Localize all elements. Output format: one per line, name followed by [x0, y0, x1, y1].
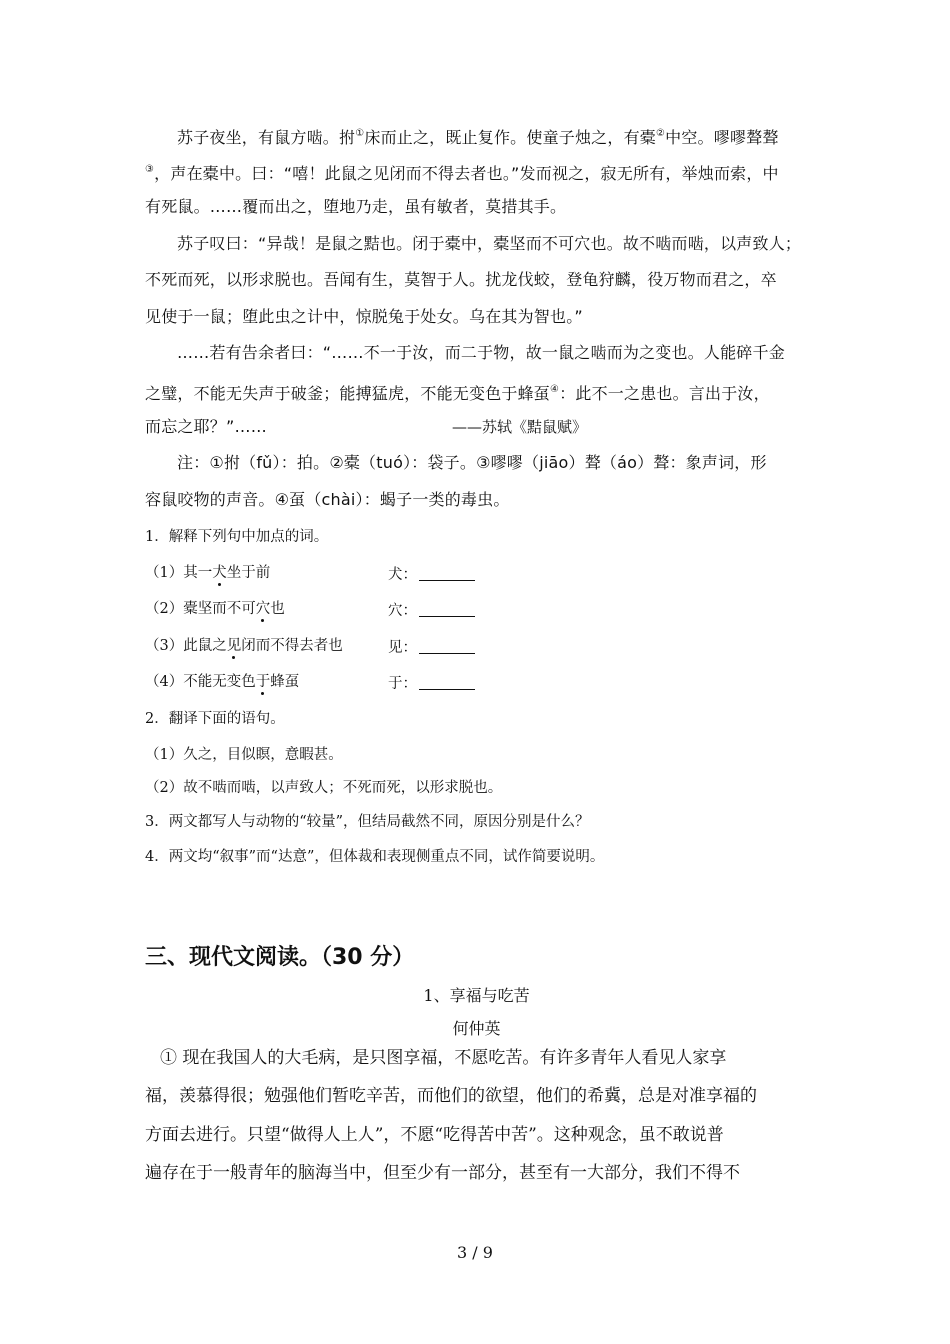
- answer-label: 见：: [388, 640, 417, 656]
- answer-label: 穴：: [388, 603, 417, 619]
- text: ，声在橐中。曰：“嘻！此鼠之见闭而不得去者也。”发而视之，寂无所有，举烛而索，中: [154, 164, 779, 183]
- dotted-word: 犬: [212, 565, 227, 581]
- page-number: 3 / 9: [457, 1243, 493, 1262]
- article-para-line1: ① 现在我国人的大毛病，是只图享福，不愿吃苦。有许多青年人看见人家享: [160, 1048, 727, 1068]
- footnote-mark: ②: [655, 128, 666, 139]
- annotation-line1: 注：①拊（fǔ）：拍。②橐（tuó）：袋子。③嘐嘐（jiāo）聱（áo）聱：象声词，形: [177, 453, 767, 472]
- question-3: 3．两文都写人与动物的“较量”，但结局截然不同，原因分别是什么？: [145, 814, 590, 830]
- classical-p2-line2: 不死而死，以形求脱也。吾闻有生，莫智于人。扰龙伐蛟，登龟狩麟，役万物而君之，卒: [145, 270, 777, 289]
- classical-p1-line3: 有死鼠。……覆而出之，堕地乃走，虽有敏者，莫措其手。: [145, 197, 567, 216]
- annotation-line2: 容鼠咬物的声音。④虿（chài）：蝎子一类的毒虫。: [145, 490, 510, 509]
- text: 闭而不得去者也: [241, 638, 343, 654]
- text: 床而止之，既止复作。使童子烛之，有橐: [364, 128, 656, 147]
- classical-p3-line2: [145, 380, 770, 404]
- article-para-line4: 遍存在于一般青年的脑海当中，但至少有一部分，甚至有一大部分，我们不得不: [145, 1163, 740, 1183]
- classical-p2-line3: 见使于一鼠；堕此虫之计中，惊脱兔于处女。乌在其为智也。”: [145, 307, 583, 326]
- classical-p3-line3: 而忘之耶？”……: [145, 417, 267, 436]
- q1-item-3: [145, 636, 343, 656]
- classical-p2-line1: 苏子叹曰：“异哉！是鼠之黠也。闭于橐中，橐坚而不可穴也。故不啮而啮，以声致人；: [177, 234, 802, 253]
- text: 蜂虿: [270, 674, 300, 690]
- q1-answer-3: [388, 636, 475, 657]
- q1-item-1: [145, 563, 270, 583]
- q1-item-4: [145, 672, 299, 692]
- dotted-word: 见: [226, 638, 242, 654]
- q2-item-2: （2）故不啮而啮，以声致人；不死而死，以形求脱也。: [145, 780, 503, 796]
- text: （1）其一: [145, 565, 213, 581]
- footnote-mark: ①: [355, 128, 365, 139]
- classical-p1-line2: [145, 160, 779, 184]
- q1-answer-4: [388, 672, 475, 693]
- article-title: 1、享福与吃苦: [423, 986, 530, 1005]
- dotted-word: 于: [255, 674, 271, 690]
- footnote-mark: ④: [550, 384, 560, 395]
- text: （3）此鼠之: [145, 638, 227, 654]
- classical-p3-line1: ……若有告余者曰：“……不一于汝，而二于物，故一鼠之啮而为之变也。人能碎千金: [177, 343, 785, 362]
- question-2: 2．翻译下面的语句。: [145, 711, 285, 727]
- passage-source: ——苏轼《黠鼠赋》: [452, 418, 588, 436]
- question-1: 1．解释下列句中加点的词。: [145, 529, 329, 545]
- answer-blank[interactable]: [419, 675, 475, 690]
- q2-item-1: （1）久之，目似瞑，意暇甚。: [145, 747, 343, 763]
- text: （4）不能无变色: [145, 674, 256, 690]
- answer-blank[interactable]: [419, 602, 475, 617]
- classical-p1-line1: [177, 124, 779, 148]
- question-4: 4．两文均“叙事”而“达意”，但体裁和表现侧重点不同，试作简要说明。: [145, 849, 605, 865]
- article-para-line2: 福，羡慕得很；勉强他们暂吃辛苦，而他们的欲望，他们的希冀，总是对准享福的: [145, 1086, 757, 1106]
- text: 苏子夜坐，有鼠方啮。拊: [177, 128, 356, 147]
- q1-answer-2: [388, 599, 475, 620]
- answer-label: 犬：: [388, 567, 417, 583]
- answer-blank[interactable]: [419, 566, 475, 581]
- article-author: 何仲英: [452, 1019, 501, 1038]
- footnote-mark: ③: [145, 164, 155, 175]
- answer-label: 于：: [388, 676, 417, 692]
- section-heading: 三、现代文阅读。（30 分）: [145, 945, 415, 970]
- text: 中空。嘐嘐聱聱: [665, 128, 779, 147]
- q1-answer-1: [388, 563, 475, 584]
- text: （2）橐坚而不可: [145, 601, 256, 617]
- q1-item-2: [145, 599, 285, 619]
- dotted-word: 穴: [255, 601, 271, 617]
- answer-blank[interactable]: [419, 639, 475, 654]
- text: 也: [270, 601, 285, 617]
- article-para-line3: 方面去进行。只望“做得人上人”，不愿“吃得苦中苦”。这种观念，虽不敢说普: [145, 1125, 724, 1145]
- text: 坐于前: [226, 565, 271, 581]
- text: ：此不一之患也。言出于汝，: [559, 384, 770, 403]
- text: 之璧，不能无失声于破釜；能搏猛虎，不能无变色于蜂虿: [145, 384, 551, 403]
